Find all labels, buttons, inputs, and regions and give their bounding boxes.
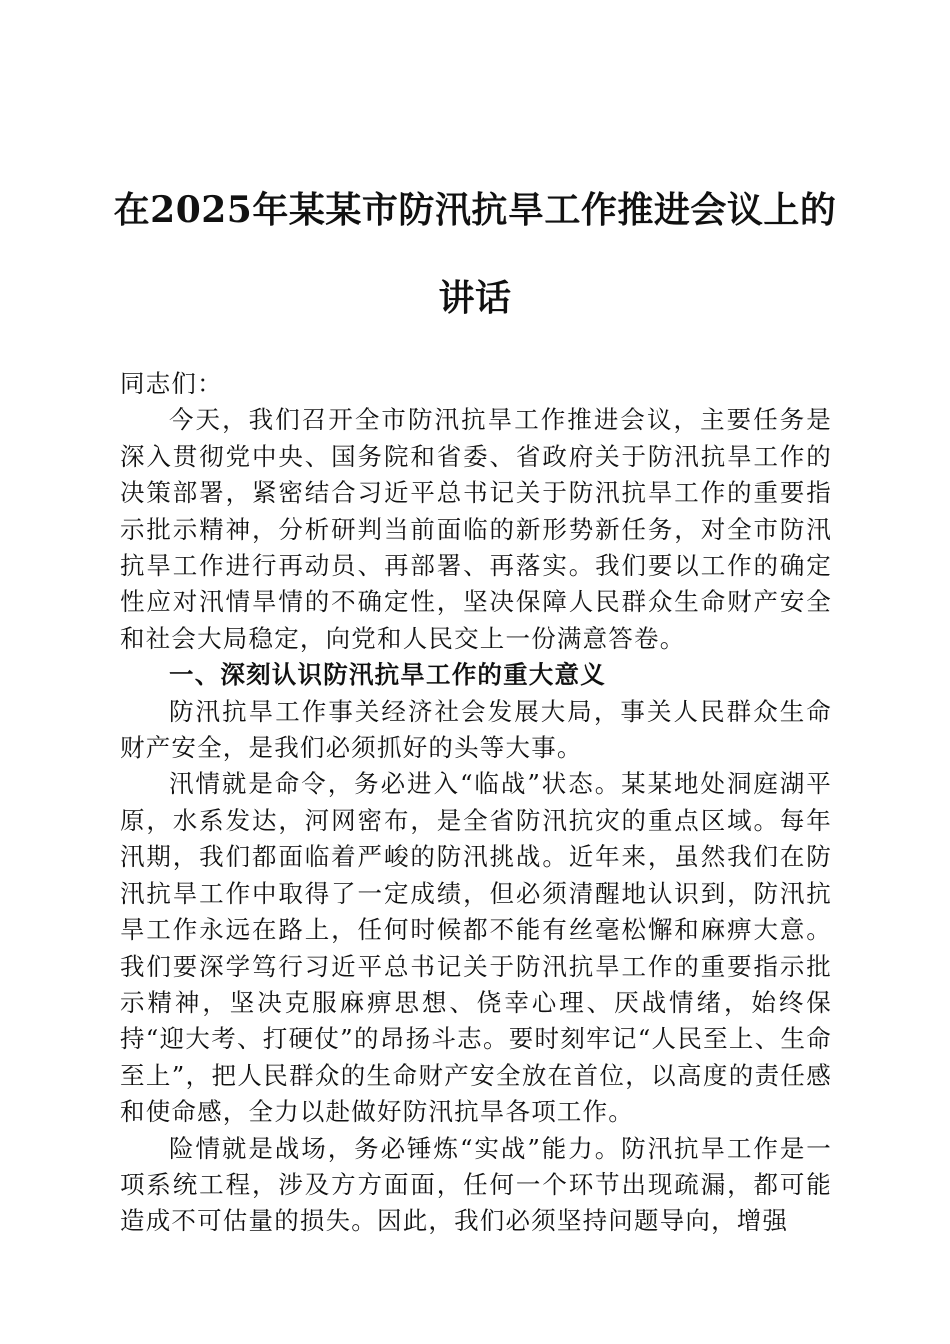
document-title: 在2025年某某市防汛抗旱工作推进会议上的讲话 [113,189,837,319]
document-body [120,366,832,1240]
salutation: 同志们： [120,369,223,398]
section-heading-1: 一、深刻认识防汛抗旱工作的重大意义 [169,660,606,690]
paragraph-significance: 防汛抗旱工作事关经济社会发展大局，事关人民群众生命财产安全，是我们必须抓好的头等大事。 [120,696,832,763]
paragraph-danger-battlefield: 险情就是战场，务必锤炼“实战”能力。防汛抗旱工作是一项系统工程，涉及方方面面，任何一个环节出现疏漏，都可能造成不可估量的损失。因此，我们必须坚持问题导向，增强 [120,1133,832,1236]
paragraph-intro: 今天，我们召开全市防汛抗旱工作推进会议，主要任务是深入贯彻党中央、国务院和省委、省政府关于防汛抗旱工作的决策部署，紧密结合习近平总书记关于防汛抗旱工作的重要指示批示精神，分析研判当前面临的新形势新任务，对全市防汛抗旱工作进行再动员、再部署、再落实。我们要以工作的确定性应对汛情旱情的不确定性，坚决保障人民群众生命财产安全和社会大局稳定，向党和人民交上一份满意答卷。 [120,405,832,653]
paragraph-flood-command: 汛情就是命令，务必进入“临战”状态。某某地处洞庭湖平原，水系发达，河网密布，是全省防汛抗灾的重点区域。每年汛期，我们都面临着严峻的防汛挑战。近年来，虽然我们在防汛抗旱工作中取得了一定成绩，但必须清醒地认识到，防汛抗旱工作永远在路上，任何时候都不能有丝毫松懈和麻痹大意。我们要深学笃行习近平总书记关于防汛抗旱工作的重要指示批示精神，坚决克服麻痹思想、侥幸心理、厌战情绪，始终保持“迎大考、打硬仗”的昂扬斗志。要时刻牢记“人民至上、生命至上”，把人民群众的生命财产安全放在首位，以高度的责任感和使命感，全力以赴做好防汛抗旱各项工作。 [120,769,832,1127]
